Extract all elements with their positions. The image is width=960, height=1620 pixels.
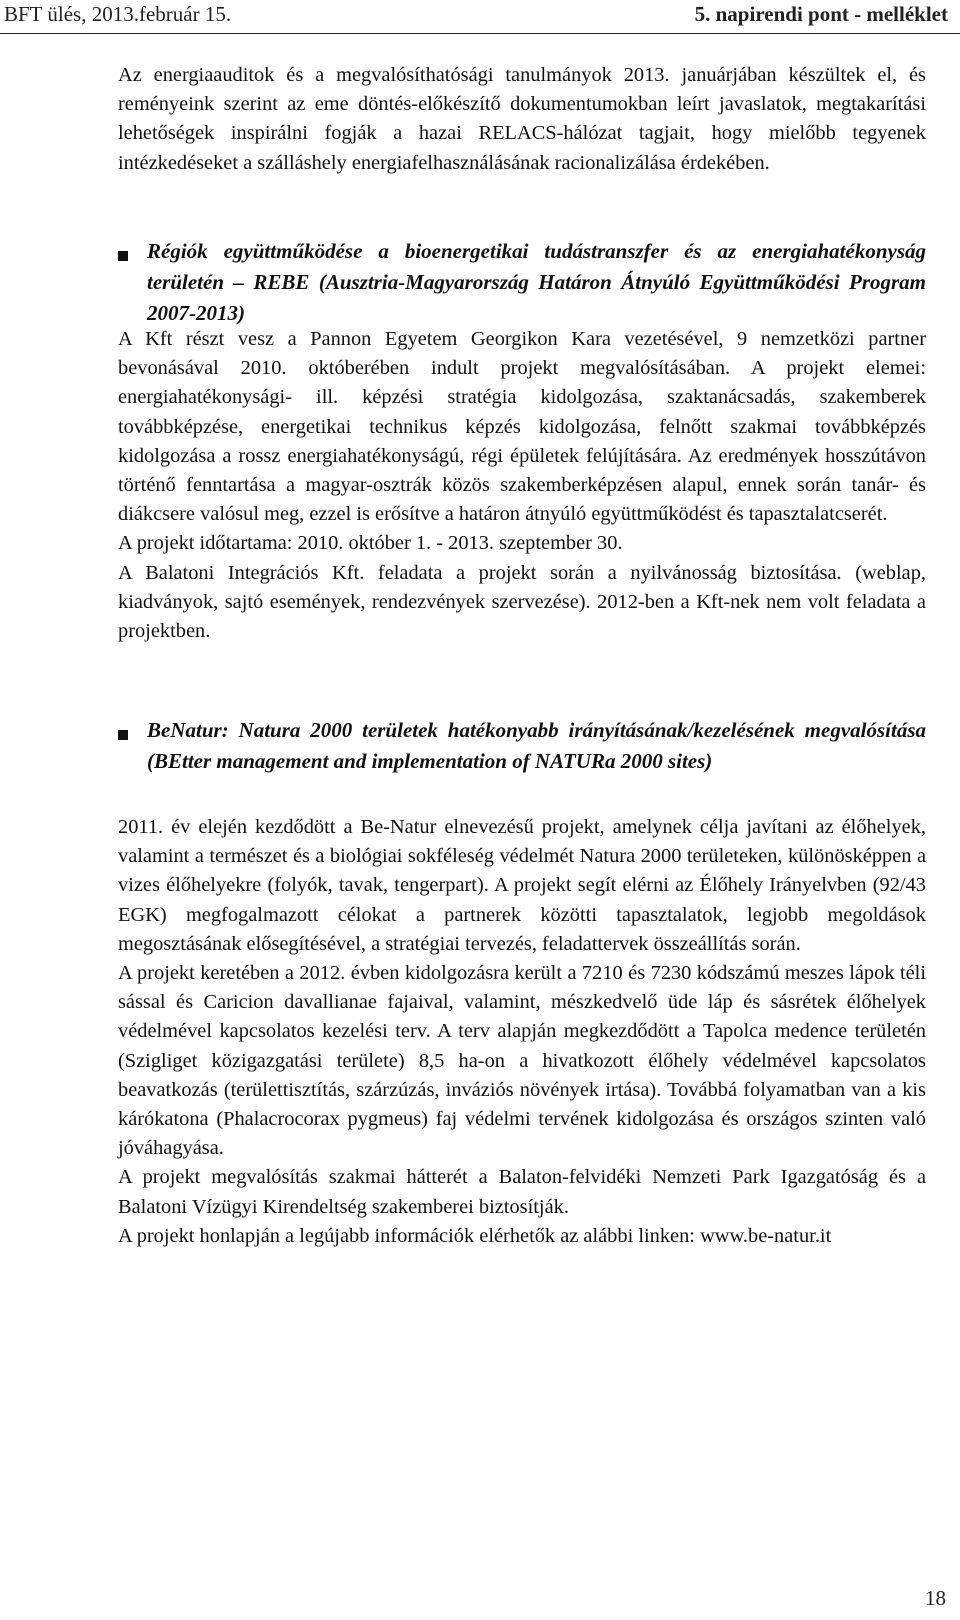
project-link-paragraph: A projekt honlapján a legújabb információk elérhetők az alábbi linken: www.be-natur.it: [118, 1224, 832, 1247]
bullet-square-icon: [118, 251, 128, 261]
project-body-rebe: [118, 325, 926, 646]
intro-paragraph: [118, 61, 926, 178]
intro-text: Az energiaauditok és a megvalósíthatósági tanulmányok 2013. januárjában készültek el, és reményeink szerint az eme döntés-előkészítő dokumentumokban leírt javaslatok, megtakarítási lehetőségek inspirálni fogják a hazai RELACS-hálózat tagjait, hogy mielőbb tegyenek intézkedéseket a szálláshely energiafelhasználásának racionalizálása érdekében.: [118, 64, 926, 174]
header-document-title: BFT ülés, 2013.február 15.: [4, 2, 232, 26]
project-paragraph: 2011. év elején kezdődött a Be-Natur elnevezésű projekt, amelynek célja javítani az élőhelyek, valamint a természet és a biológiai sokféleség védelmét Natura 2000 területeken, különösképpen a vizes élőhelyekre (folyók, tavak, tengerpart). A projekt segít elérni az Élőhely Irányelvben (92/43 EGK) megfogalmazott célokat a partnerek közötti tapasztalatok, legjobb megoldások megosztásának elősegítésével, a stratégiai tervezés, feladattervek összeállítás során.: [118, 816, 926, 955]
project-paragraph: A projekt megvalósítás szakmai hátterét a Balaton-felvidéki Nemzeti Park Igazgatóság és a Balatoni Vízügyi Kirendeltség szakemberei biztosítják.: [118, 1166, 926, 1218]
project-title-benatur: BeNatur: Natura 2000 területek hatékonyabb irányításának/kezelésének megvalósítása (BEtter management and implementation of NATURa 2000 sites): [147, 718, 926, 773]
project-title-rebe: Régiók együttműködése a bioenergetikai tudástranszfer és az energiahatékonyság területén – REBE (Ausztria-Magyarország Határon Átnyúló Együttműködési Program 2007-2013): [147, 239, 926, 325]
header-agenda-label: 5. napirendi pont - melléklet: [694, 2, 948, 26]
project-duration: A projekt időtartama: 2010. október 1. - 2013. szeptember 30.: [118, 532, 623, 555]
project-paragraph: A projekt keretében a 2012. évben kidolgozásra került a 7210 és 7230 kódszámú meszes lápok téli sással és Caricion davallianae fajaival, valamint, mészkedvelő üde láp és sásrétek élőhelyek védelmével kapcsolatos kezelési terv. A terv alapján megkezdődött a Tapolca medence területén (Szigliget közigazgatási területe) 8,5 ha-on a hivatkozott élőhely védelmével kapcsolatos beavatkozás (területtisztítás, szárzúzás, inváziós növények irtása). Továbbá folyamatban van a kis kárókatona (Phalacrocorax pygmeus) faj védelmi tervének kidolgozása és országos szinten való jóváhagyása.: [118, 962, 926, 1160]
bullet-square-icon: [118, 730, 128, 740]
project-paragraph: A Kft részt vesz a Pannon Egyetem Georgikon Kara vezetésével, 9 nemzetközi partner bevonásával 2010. októberében indult projekt megvalósításában. A projekt elemei: energiahatékonysági- ill. képzési stratégia kidolgozása, szaktanácsadás, szakemberek továbbképzése, energetikai technikus képzés kidolgozása, felnőtt szakmai továbbképzés kidolgozása a rossz energiahatékonyságú, régi épületek felújítására. Az eredmények hosszútávon történő fenntartása a magyar-osztrák közös szakemberképzésen alapul, ennek során tanár- és diákcsere valósul meg, ezzel is erősítve a határon átnyúló együttműködést és tapasztalatcserét.: [118, 328, 926, 526]
project-paragraph: A Balatoni Integrációs Kft. feladata a projekt során a nyilvánosság biztosítása. (weblap, kiadványok, sajtó események, rendezvények szervezése). 2012-ben a Kft-nek nem volt feladata a projektben.: [118, 561, 926, 643]
page-number: 18: [925, 1586, 946, 1610]
project-body-benatur: [118, 813, 926, 1251]
header-divider: [0, 33, 960, 34]
